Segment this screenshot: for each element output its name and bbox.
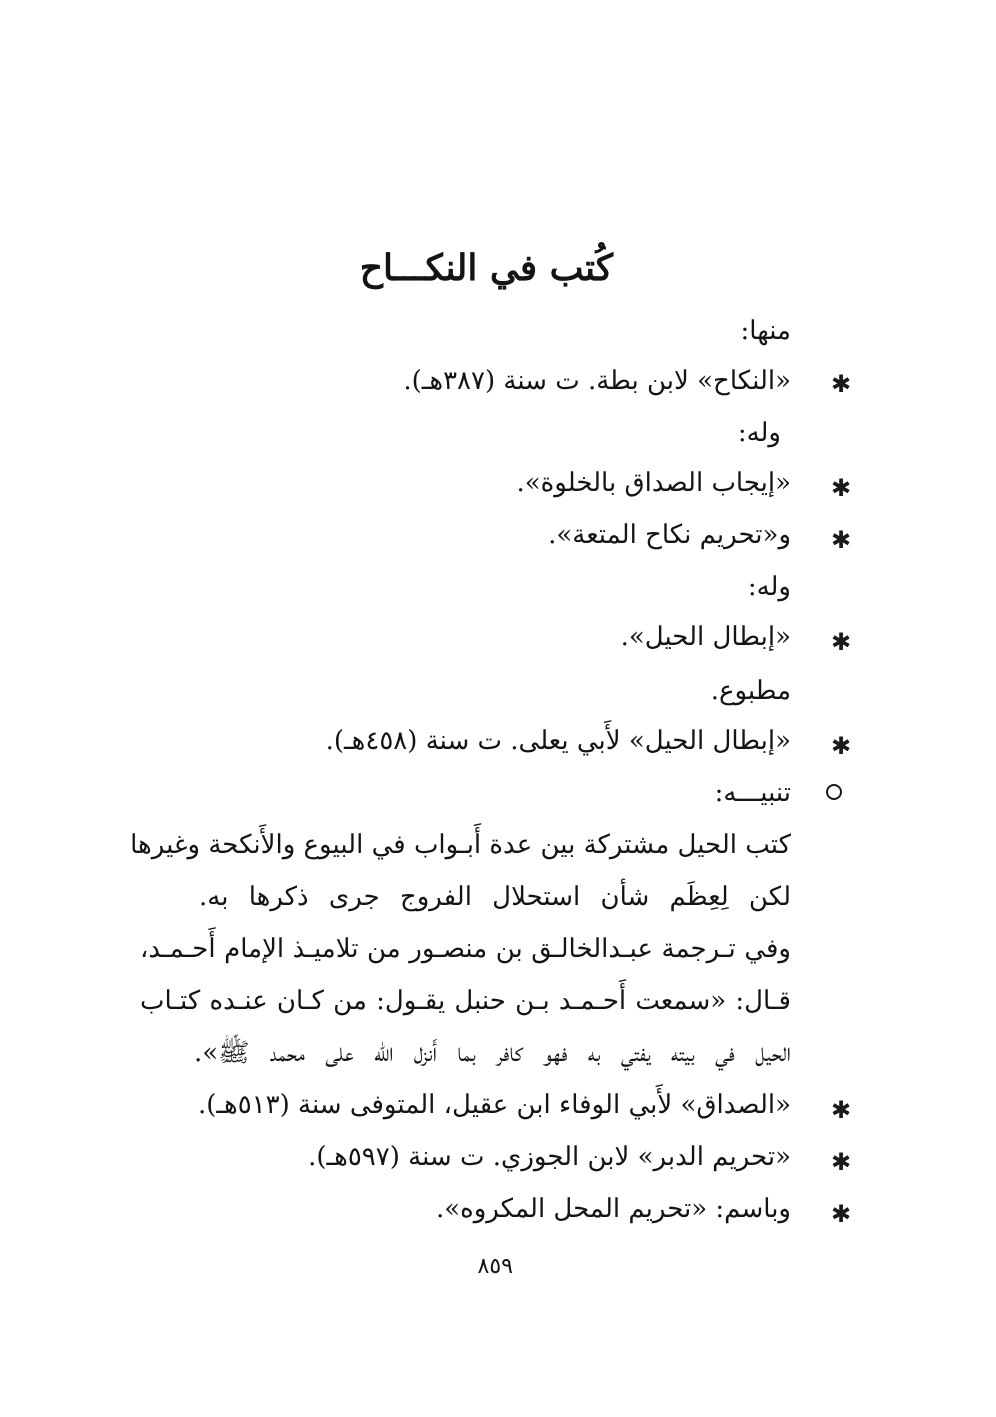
list-item: وباسم: «تحريم المحل المكروه». bbox=[435, 1194, 791, 1224]
list-item: و«تحريم نكاح المتعة». bbox=[548, 520, 791, 550]
asterisk-bullet-icon: ✱ bbox=[831, 1200, 852, 1228]
text-line: وله: bbox=[747, 572, 791, 602]
paragraph-line: قـال: «سمعت أَحـمـد بـن حنبل يقـول: من كـان عنـده كتـاب bbox=[140, 986, 791, 1016]
list-item: «تحريم الدبر» لابن الجوزي. ت سنة (٥٩٧هـ). bbox=[308, 1142, 791, 1172]
asterisk-bullet-icon: ✱ bbox=[831, 370, 852, 398]
paragraph-line: الحيل في بيته يفتي به فهو كافر بما أَنزل الله على محمد ﷺ». bbox=[193, 1038, 791, 1068]
circle-bullet-icon bbox=[826, 784, 842, 800]
asterisk-bullet-icon: ✱ bbox=[831, 732, 852, 760]
asterisk-bullet-icon: ✱ bbox=[831, 628, 852, 656]
text-line: مطبوع. bbox=[710, 676, 791, 706]
paragraph-line: لكن لِعِظَم شأن استحلال الفروج جرى ذكرها به. bbox=[199, 882, 791, 912]
list-item: «إبطال الحيل» لأَبي يعلى. ت سنة (٤٥٨هـ). bbox=[325, 726, 791, 756]
asterisk-bullet-icon: ✱ bbox=[831, 526, 852, 554]
paragraph-line: كتب الحيل مشتركة بين عدة أَبـواب في البيوع والأَنكحة وغيرها bbox=[130, 830, 791, 860]
asterisk-bullet-icon: ✱ bbox=[831, 1148, 852, 1176]
asterisk-bullet-icon: ✱ bbox=[831, 474, 852, 502]
note-heading: تنبيـــه: bbox=[714, 778, 791, 808]
asterisk-bullet-icon: ✱ bbox=[831, 1096, 852, 1124]
paragraph-line: وفي تـرجمة عبـدالخالـق بن منصـور من تلاميـذ الإمام أَحـمـد، bbox=[140, 934, 791, 964]
text-line: منها: bbox=[740, 316, 791, 346]
list-item: «النكاح» لابن بطة. ت سنة (٣٨٧هـ). bbox=[403, 366, 791, 396]
text-line: وله: bbox=[737, 418, 781, 448]
list-item: «إيجاب الصداق بالخلوة». bbox=[516, 468, 791, 498]
list-item: «الصداق» لأَبي الوفاء ابن عقيل، المتوفى سنة (٥١٣هـ). bbox=[197, 1090, 791, 1120]
chapter-title: كُتب في النكـــاح bbox=[359, 247, 613, 289]
page-number: ٨٥٩ bbox=[477, 1254, 513, 1279]
list-item: «إبطال الحيل». bbox=[620, 622, 791, 652]
